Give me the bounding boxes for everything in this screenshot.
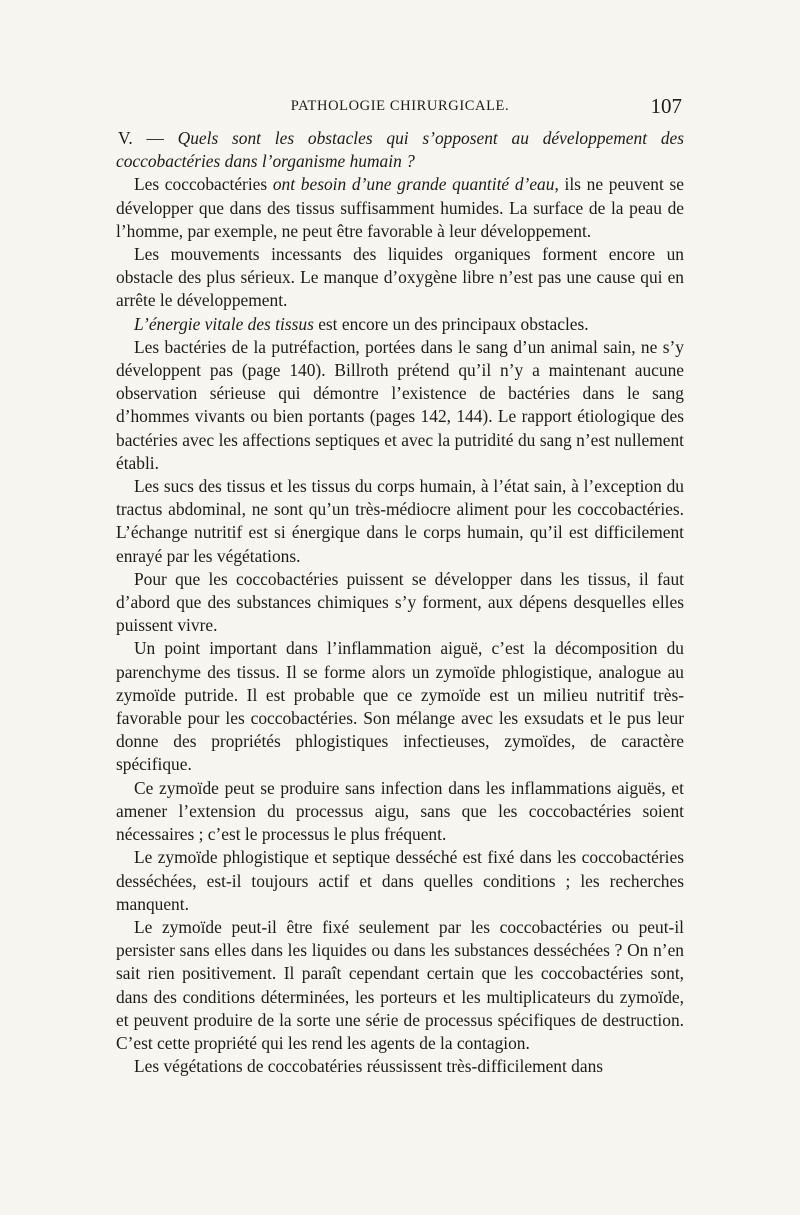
paragraph: Pour que les coccobactéries puissent se développer dans les tissus, il faut d’abord que des substances chimiques s’y forment, aux dépens desquelles elles puissent vivre. <box>116 568 684 636</box>
paragraph: Les végétations de coccobatéries réussissent très-difficilement dans <box>134 1056 604 1077</box>
page-number: 107 <box>650 94 682 118</box>
paragraph-text: , ils ne peuvent se développer que dans des tissus suffisamment humides. La surface de la peau de l’homme, par exemple, ne peut être favorable à leur développement. <box>116 174 684 241</box>
paragraph <box>116 313 684 336</box>
emphasis-text: ont besoin d’une grande quantité d’eau <box>272 174 555 195</box>
question-heading <box>116 127 684 173</box>
paragraph: Les sucs des tissus et les tissus du corps humain, à l’état sain, à l’exception du tractus abdominal, ne sont qu’un très-médiocre aliment pour les coccobactéries. L’échange nutritif est si énergique dans le corps humain, qu’il est difficilement enrayé par les végétations. <box>116 476 684 566</box>
question-text: Quels sont les obstacles qui s’opposent au développement des coccobactéries dans l’organisme humain ? <box>116 128 685 172</box>
paragraph: Le zymoïde phlogistique et septique desséché est fixé dans les coccobactéries desséchées, est-il toujours actif et dans quelles conditions ; les recherches manquent. <box>116 847 684 914</box>
paragraph <box>116 173 684 243</box>
paragraph-text: Les coccobactéries <box>134 174 273 195</box>
paragraph: Les bactéries de la putréfaction, portées dans le sang d’un animal sain, ne s’y développent pas (page 140). Billroth prétend qu’il n’y a maintenant aucune observation sérieuse qui démontre l’existence de bactéries dans le sang d’hommes vivants ou bien portants (pages 142, 144). Le rapport étiologique des bactéries avec les affections septiques et avec la putridité du sang n’est nullement établi. <box>116 336 684 473</box>
question-number: V. — <box>118 128 178 148</box>
emphasis-text: L’énergie vitale des tissus <box>134 313 314 334</box>
running-title: PATHOLOGIE CHIRURGICALE. <box>290 98 510 114</box>
paragraph-text: est encore un des principaux obstacles. <box>313 313 589 334</box>
paragraph: Ce zymoïde peut se produire sans infection dans les inflammations aiguës, et amener l’extension du processus aigu, sans que les coccobactéries soient nécessaires ; c’est le processus le plus fréquent. <box>116 777 684 845</box>
paragraph: Le zymoïde peut-il être fixé seulement par les coccobactéries ou peut-il persister sans elles dans les liquides ou dans les substances desséchées ? On n’en sait rien positivement. Il paraît cependant certain que les coccobactéries sont, dans des conditions déterminées, les porteurs et les multiplicateurs du zymoïde, et peuvent produire de la sorte une série de processus spécifiques de destruction. C’est cette propriété qui les rend les agents de la contagion. <box>116 916 684 1053</box>
page-body <box>116 127 684 1078</box>
paragraph: Un point important dans l’inflammation aiguë, c’est la décomposition du parenchyme des tissus. Il se forme alors un zymoïde phlogistique, analogue au zymoïde putride. Il est probable que ce zymoïde est un milieu nutritif très-favorable pour les coccobactéries. Son mélange avec les exsudats et le pus leur donne des propriétés phlogistiques infectieuses, zymoïdes, de caractère spécifique. <box>116 638 684 775</box>
paragraph: Les mouvements incessants des liquides organiques forment encore un obstacle des plus sérieux. Le manque d’oxygène libre n’est pas une cause qui en arrête le développement. <box>116 244 684 311</box>
page-header <box>116 94 684 120</box>
